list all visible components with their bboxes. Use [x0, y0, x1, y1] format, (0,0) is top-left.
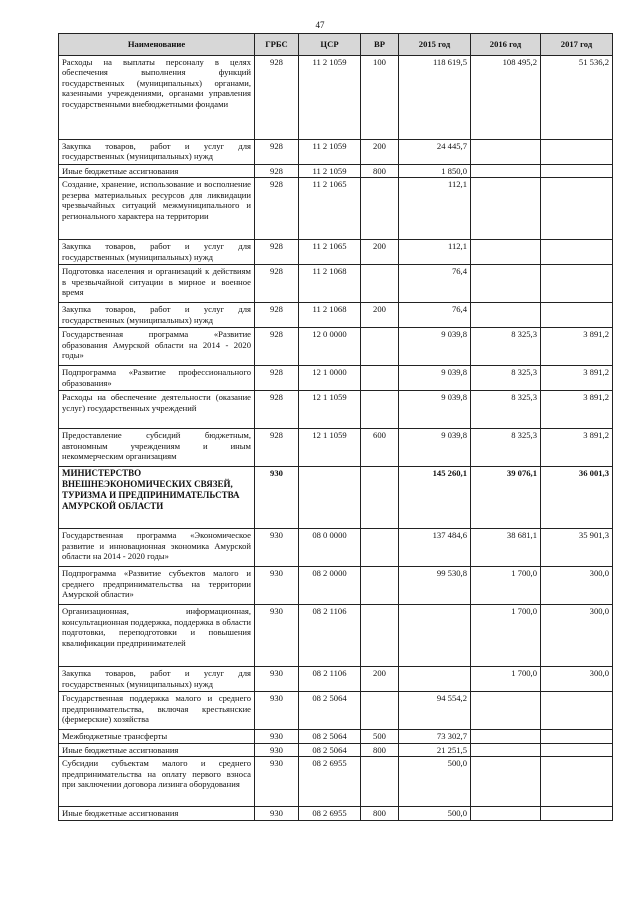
- cell-2016: 8 325,3: [471, 366, 541, 391]
- cell-2017: [541, 178, 613, 240]
- cell-2015: 76,4: [399, 303, 471, 328]
- cell-2016: 8 325,3: [471, 429, 541, 467]
- cell-grbs: 928: [255, 240, 299, 265]
- cell-2015: 94 554,2: [399, 692, 471, 730]
- header-2016: 2016 год: [471, 34, 541, 56]
- cell-2015: 112,1: [399, 178, 471, 240]
- cell-2017: [541, 140, 613, 165]
- cell-2017: 3 891,2: [541, 366, 613, 391]
- cell-2015: 21 251,5: [399, 743, 471, 756]
- cell-2017: [541, 165, 613, 178]
- table-row: [59, 366, 613, 391]
- cell-2016: 8 325,3: [471, 391, 541, 429]
- header-grbs: ГРБС: [255, 34, 299, 56]
- cell-name: Государственная программа «Развитие образования Амурской области на 2014 - 2020 годы»: [59, 328, 255, 366]
- cell-name: Организационная, информационная, консультационная поддержка, поддержка в области подготовки, переподготовки и повышения квалификации предпринимателей: [59, 605, 255, 667]
- table-row: [59, 303, 613, 328]
- cell-2017: 3 891,2: [541, 391, 613, 429]
- cell-csr: 12 1 1059: [299, 391, 361, 429]
- table-row: [59, 178, 613, 240]
- cell-name: Закупка товаров, работ и услуг для государственных (муниципальных) нужд: [59, 140, 255, 165]
- cell-2016: 39 076,1: [471, 467, 541, 529]
- cell-csr: 08 2 1106: [299, 667, 361, 692]
- cell-vr: [361, 757, 399, 807]
- cell-grbs: 928: [255, 140, 299, 165]
- cell-name: Закупка товаров, работ и услуг для государственных (муниципальных) нужд: [59, 303, 255, 328]
- cell-csr: 11 2 1065: [299, 178, 361, 240]
- page-number: 47: [315, 20, 325, 30]
- cell-csr: 11 2 1059: [299, 56, 361, 140]
- cell-2017: 35 901,3: [541, 529, 613, 567]
- cell-2015: 24 445,7: [399, 140, 471, 165]
- cell-2017: [541, 240, 613, 265]
- cell-grbs: 928: [255, 429, 299, 467]
- cell-2017: [541, 303, 613, 328]
- cell-2015: 118 619,5: [399, 56, 471, 140]
- cell-grbs: 930: [255, 467, 299, 529]
- cell-2017: 300,0: [541, 567, 613, 605]
- cell-2016: 38 681,1: [471, 529, 541, 567]
- cell-name: Расходы на выплаты персоналу в целях обеспечения выполнения функций государственных (муниципальных) органами, казенными учреждениями, органами управления государственными внебюджетными фондами: [59, 56, 255, 140]
- cell-2017: 3 891,2: [541, 328, 613, 366]
- cell-vr: [361, 605, 399, 667]
- cell-name: Закупка товаров, работ и услуг для государственных (муниципальных) нужд: [59, 667, 255, 692]
- cell-csr: 11 2 1059: [299, 140, 361, 165]
- cell-csr: 08 2 0000: [299, 567, 361, 605]
- cell-grbs: 930: [255, 667, 299, 692]
- cell-name: Создание, хранение, использование и восполнение резерва материальных ресурсов для ликвидации чрезвычайных ситуаций межмуниципального и регионального характера на территории: [59, 178, 255, 240]
- cell-csr: 11 2 1065: [299, 240, 361, 265]
- cell-csr: [299, 467, 361, 529]
- cell-2015: [399, 605, 471, 667]
- table-row: [59, 429, 613, 467]
- cell-vr: [361, 567, 399, 605]
- table-row: [59, 328, 613, 366]
- cell-2017: 300,0: [541, 605, 613, 667]
- cell-vr: [361, 391, 399, 429]
- cell-name: Подпрограмма «Развитие профессионального образования»: [59, 366, 255, 391]
- cell-csr: 08 2 5064: [299, 692, 361, 730]
- cell-2015: 500,0: [399, 757, 471, 807]
- table-row: [59, 391, 613, 429]
- cell-vr: 200: [361, 240, 399, 265]
- cell-grbs: 930: [255, 692, 299, 730]
- cell-2015: 137 484,6: [399, 529, 471, 567]
- table-header-row: [59, 34, 613, 56]
- cell-vr: 500: [361, 730, 399, 743]
- cell-2017: [541, 692, 613, 730]
- cell-2017: [541, 743, 613, 756]
- cell-grbs: 930: [255, 605, 299, 667]
- table-row: [59, 743, 613, 756]
- cell-2016: 1 700,0: [471, 567, 541, 605]
- cell-grbs: 928: [255, 391, 299, 429]
- cell-csr: 08 2 5064: [299, 730, 361, 743]
- cell-2016: [471, 692, 541, 730]
- cell-2015: 73 302,7: [399, 730, 471, 743]
- budget-table: [58, 33, 613, 821]
- cell-2015: 9 039,8: [399, 391, 471, 429]
- cell-csr: 08 2 6955: [299, 807, 361, 820]
- cell-grbs: 928: [255, 165, 299, 178]
- cell-csr: 12 0 0000: [299, 328, 361, 366]
- cell-2015: 1 850,0: [399, 165, 471, 178]
- cell-2016: [471, 730, 541, 743]
- cell-vr: [361, 265, 399, 303]
- cell-csr: 08 0 0000: [299, 529, 361, 567]
- cell-name: Предоставление субсидий бюджетным, автономным учреждениям и иным некоммерческим организациям: [59, 429, 255, 467]
- cell-2015: [399, 667, 471, 692]
- cell-2016: [471, 178, 541, 240]
- cell-name: Подпрограмма «Развитие субъектов малого и среднего предпринимательства на территории Амурской области»: [59, 567, 255, 605]
- table-row: [59, 529, 613, 567]
- cell-name: Иные бюджетные ассигнования: [59, 807, 255, 820]
- cell-csr: 12 1 0000: [299, 366, 361, 391]
- cell-name: Государственная поддержка малого и среднего предпринимательства, включая крестьянские (фермерские) хозяйства: [59, 692, 255, 730]
- cell-name: Расходы на обеспечение деятельности (оказание услуг) государственных учреждений: [59, 391, 255, 429]
- cell-vr: 800: [361, 743, 399, 756]
- header-2017: 2017 год: [541, 34, 613, 56]
- cell-name: Подготовка населения и организаций к действиям в чрезвычайной ситуации в мирное и военное время: [59, 265, 255, 303]
- cell-name: Государственная программа «Экономическое развитие и инновационная экономика Амурской области на 2014 - 2020 годы»: [59, 529, 255, 567]
- table-body: [59, 56, 613, 821]
- cell-grbs: 930: [255, 529, 299, 567]
- table-row: [59, 807, 613, 820]
- table-row: [59, 240, 613, 265]
- cell-vr: 200: [361, 667, 399, 692]
- cell-2016: [471, 265, 541, 303]
- cell-2016: 1 700,0: [471, 667, 541, 692]
- cell-2017: 3 891,2: [541, 429, 613, 467]
- cell-name: Субсидии субъектам малого и среднего предпринимательства на оплату первого взноса при заключении договора лизинга оборудования: [59, 757, 255, 807]
- cell-2015: 145 260,1: [399, 467, 471, 529]
- cell-vr: [361, 178, 399, 240]
- cell-grbs: 928: [255, 56, 299, 140]
- cell-csr: 08 2 1106: [299, 605, 361, 667]
- cell-2016: [471, 807, 541, 820]
- cell-2015: 112,1: [399, 240, 471, 265]
- table-row: [59, 467, 613, 529]
- cell-name: Закупка товаров, работ и услуг для государственных (муниципальных) нужд: [59, 240, 255, 265]
- cell-vr: 100: [361, 56, 399, 140]
- cell-vr: [361, 366, 399, 391]
- cell-vr: 800: [361, 807, 399, 820]
- cell-2017: [541, 730, 613, 743]
- cell-2017: 300,0: [541, 667, 613, 692]
- cell-2016: [471, 140, 541, 165]
- cell-grbs: 928: [255, 303, 299, 328]
- cell-2015: 99 530,8: [399, 567, 471, 605]
- cell-csr: 11 2 1068: [299, 265, 361, 303]
- cell-2017: [541, 757, 613, 807]
- table-row: [59, 265, 613, 303]
- cell-csr: 08 2 6955: [299, 757, 361, 807]
- cell-grbs: 928: [255, 265, 299, 303]
- cell-name: Межбюджетные трансферты: [59, 730, 255, 743]
- cell-grbs: 930: [255, 757, 299, 807]
- table-row: [59, 567, 613, 605]
- cell-vr: 200: [361, 303, 399, 328]
- cell-2015: 9 039,8: [399, 328, 471, 366]
- cell-2016: 108 495,2: [471, 56, 541, 140]
- cell-2017: [541, 807, 613, 820]
- cell-2016: [471, 303, 541, 328]
- cell-csr: 11 2 1059: [299, 165, 361, 178]
- table-row: [59, 730, 613, 743]
- cell-2015: 9 039,8: [399, 366, 471, 391]
- header-name: Наименование: [59, 34, 255, 56]
- cell-name: Иные бюджетные ассигнования: [59, 743, 255, 756]
- table-row: [59, 140, 613, 165]
- cell-2016: [471, 165, 541, 178]
- cell-grbs: 930: [255, 567, 299, 605]
- cell-name: МИНИСТЕРСТВО ВНЕШНЕЭКОНОМИЧЕСКИХ СВЯЗЕЙ, ТУРИЗМА И ПРЕДПРИНИМАТЕЛЬСТВА АМУРСКОЙ ОБЛАСТИ: [59, 467, 255, 529]
- cell-2016: 1 700,0: [471, 605, 541, 667]
- cell-grbs: 928: [255, 366, 299, 391]
- cell-grbs: 930: [255, 807, 299, 820]
- cell-2017: 51 536,2: [541, 56, 613, 140]
- table-row: [59, 605, 613, 667]
- cell-2016: 8 325,3: [471, 328, 541, 366]
- table-row: [59, 56, 613, 140]
- cell-grbs: 930: [255, 730, 299, 743]
- table-row: [59, 165, 613, 178]
- table-row: [59, 757, 613, 807]
- cell-2016: [471, 240, 541, 265]
- cell-grbs: 928: [255, 328, 299, 366]
- cell-grbs: 930: [255, 743, 299, 756]
- cell-2015: 500,0: [399, 807, 471, 820]
- header-2015: 2015 год: [399, 34, 471, 56]
- cell-2017: [541, 265, 613, 303]
- cell-vr: 600: [361, 429, 399, 467]
- cell-2017: 36 001,3: [541, 467, 613, 529]
- table-row: [59, 667, 613, 692]
- cell-vr: [361, 328, 399, 366]
- cell-vr: [361, 692, 399, 730]
- header-csr: ЦСР: [299, 34, 361, 56]
- cell-vr: 200: [361, 140, 399, 165]
- cell-vr: [361, 467, 399, 529]
- cell-vr: [361, 529, 399, 567]
- cell-csr: 12 1 1059: [299, 429, 361, 467]
- cell-2015: 76,4: [399, 265, 471, 303]
- cell-grbs: 928: [255, 178, 299, 240]
- cell-csr: 08 2 5064: [299, 743, 361, 756]
- table-row: [59, 692, 613, 730]
- cell-2015: 9 039,8: [399, 429, 471, 467]
- cell-2016: [471, 757, 541, 807]
- cell-csr: 11 2 1068: [299, 303, 361, 328]
- header-vr: ВР: [361, 34, 399, 56]
- cell-name: Иные бюджетные ассигнования: [59, 165, 255, 178]
- cell-2016: [471, 743, 541, 756]
- cell-vr: 800: [361, 165, 399, 178]
